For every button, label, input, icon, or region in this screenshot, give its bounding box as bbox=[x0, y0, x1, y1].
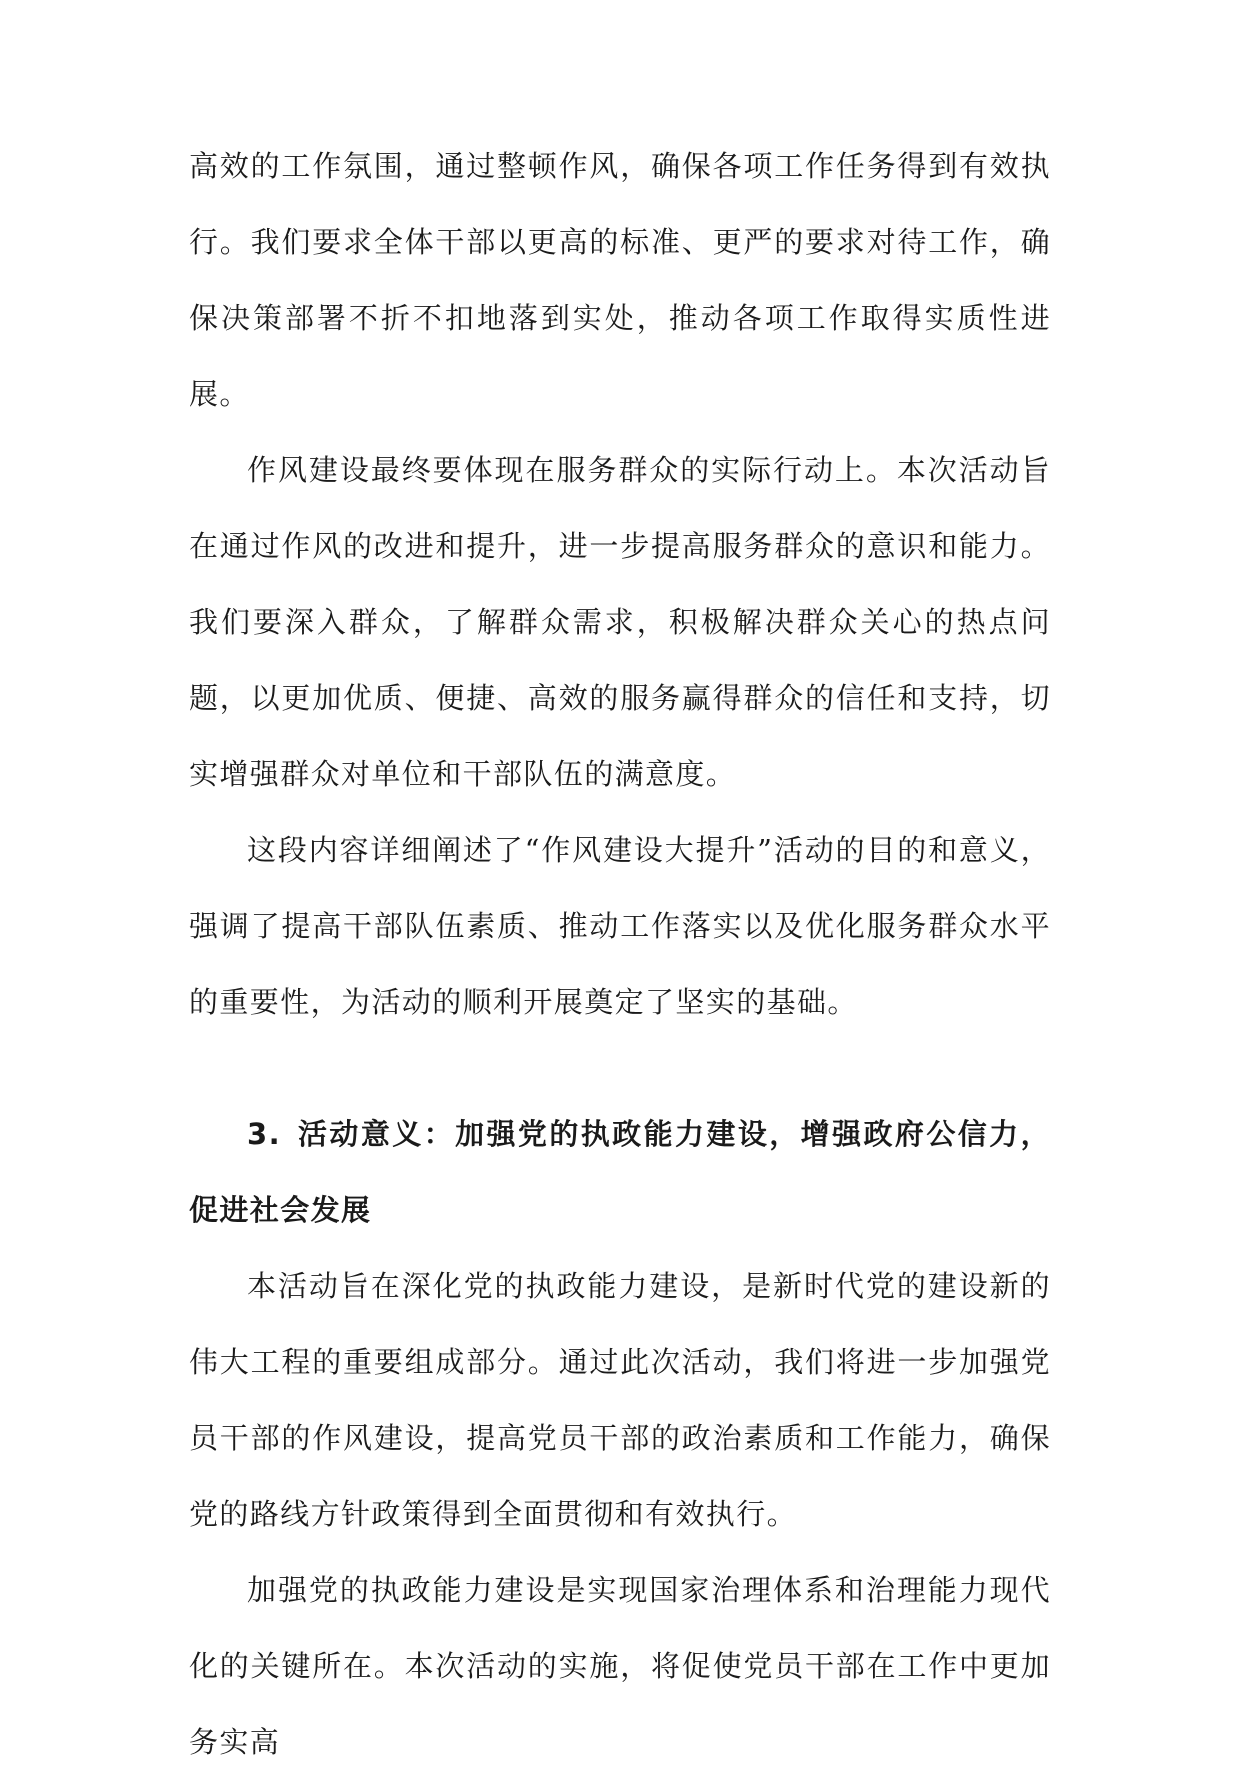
paragraph-summary: 这段内容详细阐述了“作风建设大提升”活动的目的和意义，强调了提高干部队伍素质、推动工作落实以及优化服务群众水平的重要性，为活动的顺利开展奠定了坚实的基础。 bbox=[189, 833, 1051, 1019]
paragraph-service-masses: 作风建设最终要体现在服务群众的实际行动上。本次活动旨在通过作风的改进和提升，进一步提高服务群众的意识和能力。我们要深入群众，了解群众需求，积极解决群众关心的热点问题，以更加优质、便捷、高效的服务赢得群众的信任和支持，切实增强群众对单位和干部队伍的满意度。 bbox=[189, 453, 1051, 791]
paragraph-modernization: 加强党的执政能力建设是实现国家治理体系和治理能力现代化的关键所在。本次活动的实施，将促使党员干部在工作中更加务实高 bbox=[189, 1573, 1051, 1759]
section-number: 3. bbox=[247, 1117, 281, 1151]
paragraph-party-governance: 本活动旨在深化党的执政能力建设，是新时代党的建设新的伟大工程的重要组成部分。通过此次活动，我们将进一步加强党员干部的作风建设，提高党员干部的政治素质和工作能力，确保党的路线方针政策得到全面贯彻和有效执行。 bbox=[189, 1269, 1051, 1531]
section-title: 活动意义：加强党的执政能力建设，增强政府公信力，促进社会发展 bbox=[189, 1117, 1051, 1227]
section-heading bbox=[189, 1096, 1051, 1248]
document-body bbox=[189, 128, 1051, 1780]
paragraph-continuation: 高效的工作氛围，通过整顿作风，确保各项工作任务得到有效执行。我们要求全体干部以更高的标准、更严的要求对待工作，确保决策部署不折不扣地落到实处，推动各项工作取得实质性进展。 bbox=[189, 149, 1051, 411]
